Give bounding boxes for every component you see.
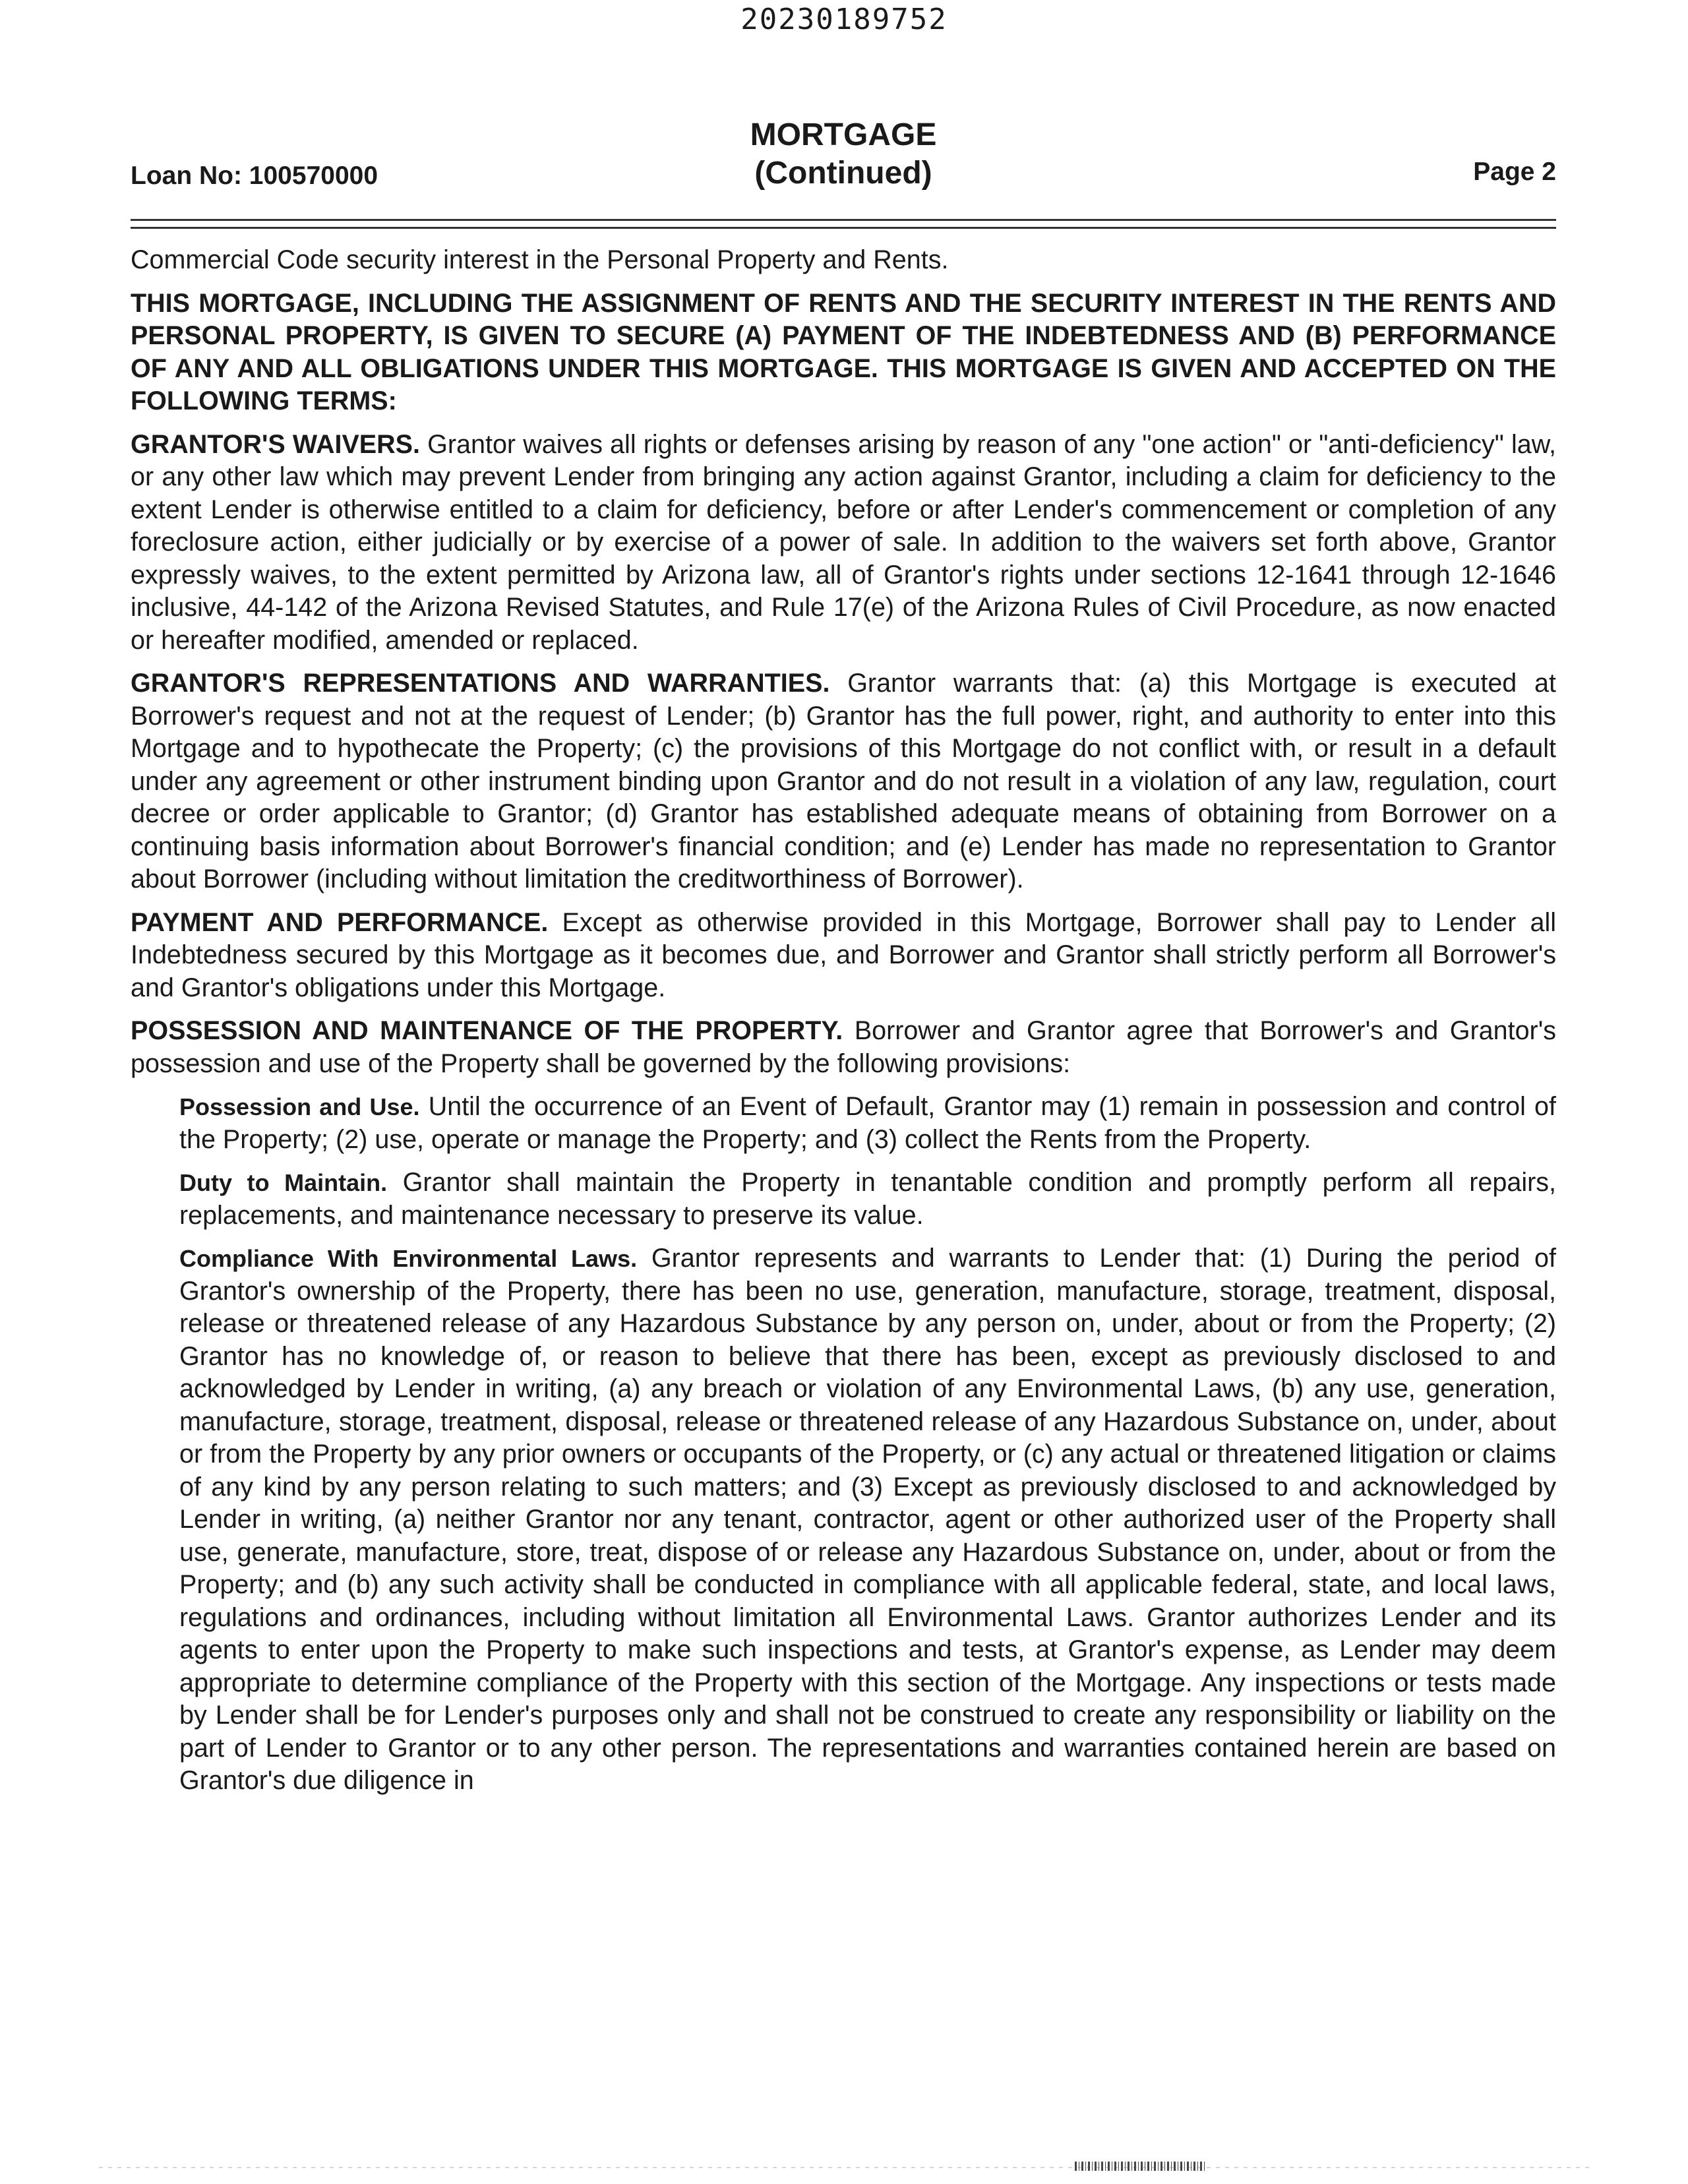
subsection-heading: Duty to Maintain. (179, 1169, 388, 1196)
header-divider-top (131, 219, 1556, 221)
terms-paragraph: THIS MORTGAGE, INCLUDING THE ASSIGNMENT OF RENTS AND THE SECURITY INTEREST IN THE RENTS AND PERSONAL PROPERTY, IS GIVEN TO SECURE (A) PAYMENT OF THE INDEBTEDNESS AND (B) PERFORMANCE OF ANY AND ALL OBLIGATIONS UNDER THIS MORTGAGE. THIS MORTGAGE IS GIVEN AND ACCEPTED ON THE FOLLOWING TERMS: (131, 288, 1556, 415)
section-heading: POSSESSION AND MAINTENANCE OF THE PROPERTY. (131, 1016, 843, 1045)
page-number: Page 2 (1473, 158, 1556, 186)
section-heading: PAYMENT AND PERFORMANCE. (131, 907, 549, 937)
subsection-heading: Possession and Use. (179, 1093, 420, 1120)
section-heading: GRANTOR'S WAIVERS. (131, 429, 420, 459)
page-header (131, 116, 1556, 195)
possession-use-subsection (131, 1091, 1556, 1156)
scan-artifact-line (99, 2167, 1589, 2168)
intro-paragraph: Commercial Code security interest in the Personal Property and Rents. (131, 245, 949, 274)
environmental-subsection (131, 1242, 1556, 1798)
payment-section (131, 907, 1556, 1005)
document-body (131, 244, 1556, 1808)
possession-section (131, 1015, 1556, 1080)
section-text: Except as otherwise provided in this Mortgage, Borrower shall pay to Lender all Indebtedness secured by this Mortgage as it becomes due, and Borrower and Grantor shall strictly perform all Borrower's and Grantor's obligations under this Mortgage. (131, 907, 1556, 1002)
scan-barcode-mark (1075, 2162, 1207, 2171)
subsection-heading: Compliance With Environmental Laws. (179, 1245, 638, 1272)
subsection-text: Grantor represents and warrants to Lender that: (1) During the period of Grantor's ownership of the Property, there has been no use, generation, manufacture, storage, treatment, disposal, release or threatened release of any Hazardous Substance by any person on, under, about or from the Property; (2) Grantor has no knowledge of, or reason to believe that there has been, except as previously disclosed to and acknowledged by Lender in writing, (a) any breach or violation of any Environmental Laws, (b) any use, generation, manufacture, storage, treatment, disposal, release or threatened release of any Hazardous Substance on, under, about or from the Property by any prior owners or occupants of the Property, or (c) any actual or threatened litigation or claims of any kind by any person relating to such matters; and (3) Except as previously disclosed to and acknowledged by Lender in writing, (a) neither Grantor nor any tenant, contractor, agent or other authorized user of the Property shall use, generate, manufacture, store, treat, dispose of or release any Hazardous Substance on, under, about or from the Property; and (b) any such activity shall be conducted in compliance with all applicable federal, state, and local laws, regulations and ordinances, including without limitation all Environmental Laws. Grantor authorizes Lender and its agents to enter upon the Property to make such inspections and tests, at Grantor's expense, as Lender may deem appropriate to determine compliance of the Property with this section of the Mortgage. Any inspections or tests made by Lender shall be for Lender's purposes only and shall not be construed to create any responsibility or liability on the part of Lender to Grantor or to any other person. The representations and warranties contained herein are based on Grantor's due diligence in (179, 1244, 1557, 1795)
representations-section (131, 667, 1556, 896)
document-title: MORTGAGE (750, 117, 937, 152)
header-divider-bottom (131, 227, 1556, 229)
waivers-section (131, 429, 1556, 657)
section-text: Grantor waives all rights or defenses arising by reason of any "one action" or "anti-deficiency" law, or any other law which may prevent Lender from bringing any action against Grantor, including a claim for deficiency to the extent Lender is otherwise entitled to a claim for deficiency, before or after Lender's commencement or completion of any foreclosure action, either judicially or by exercise of a power of sale. In addition to the waivers set forth above, Grantor expressly waives, to the extent permitted by Arizona law, all of Grantor's rights under sections 12-1641 through 12-1646 inclusive, 44-142 of the Arizona Revised Statutes, and Rule 17(e) of the Arizona Rules of Civil Procedure, as now enacted or hereafter modified, amended or replaced. (131, 429, 1557, 655)
section-heading: GRANTOR'S REPRESENTATIONS AND WARRANTIES. (131, 669, 830, 698)
subsection-text: Grantor shall maintain the Property in tenantable condition and promptly perform all repairs, replacements, and maintenance necessary to preserve its value. (179, 1168, 1556, 1230)
subsection-text: Until the occurrence of an Event of Default, Grantor may (1) remain in possession and control of the Property; (2) use, operate or manage the Property; and (3) collect the Rents from the Property. (179, 1092, 1556, 1154)
loan-number: Loan No: 100570000 (131, 162, 378, 190)
document-subtitle: (Continued) (754, 156, 932, 191)
section-text: Grantor warrants that: (a) this Mortgage is executed at Borrower's request and not at the request of Lender; (b) Grantor has the full power, right, and authority to enter into this Mortgage and to hypothecate the Property; (c) the provisions of this Mortgage do not conflict with, or result in a default under any agreement or other instrument binding upon Grantor and do not result in a violation of any law, regulation, court decree or order applicable to Grantor; (d) Grantor has established adequate means of obtaining from Borrower on a continuing basis information about Borrower's financial condition; and (e) Lender has made no representation to Grantor about Borrower (including without limitation the creditworthiness of Borrower). (131, 669, 1556, 894)
recording-number: 20230189752 (740, 3, 948, 36)
section-text: Borrower and Grantor agree that Borrower's and Grantor's possession and use of the Property shall be governed by the following provisions: (131, 1016, 1556, 1078)
duty-to-maintain-subsection (131, 1167, 1556, 1232)
